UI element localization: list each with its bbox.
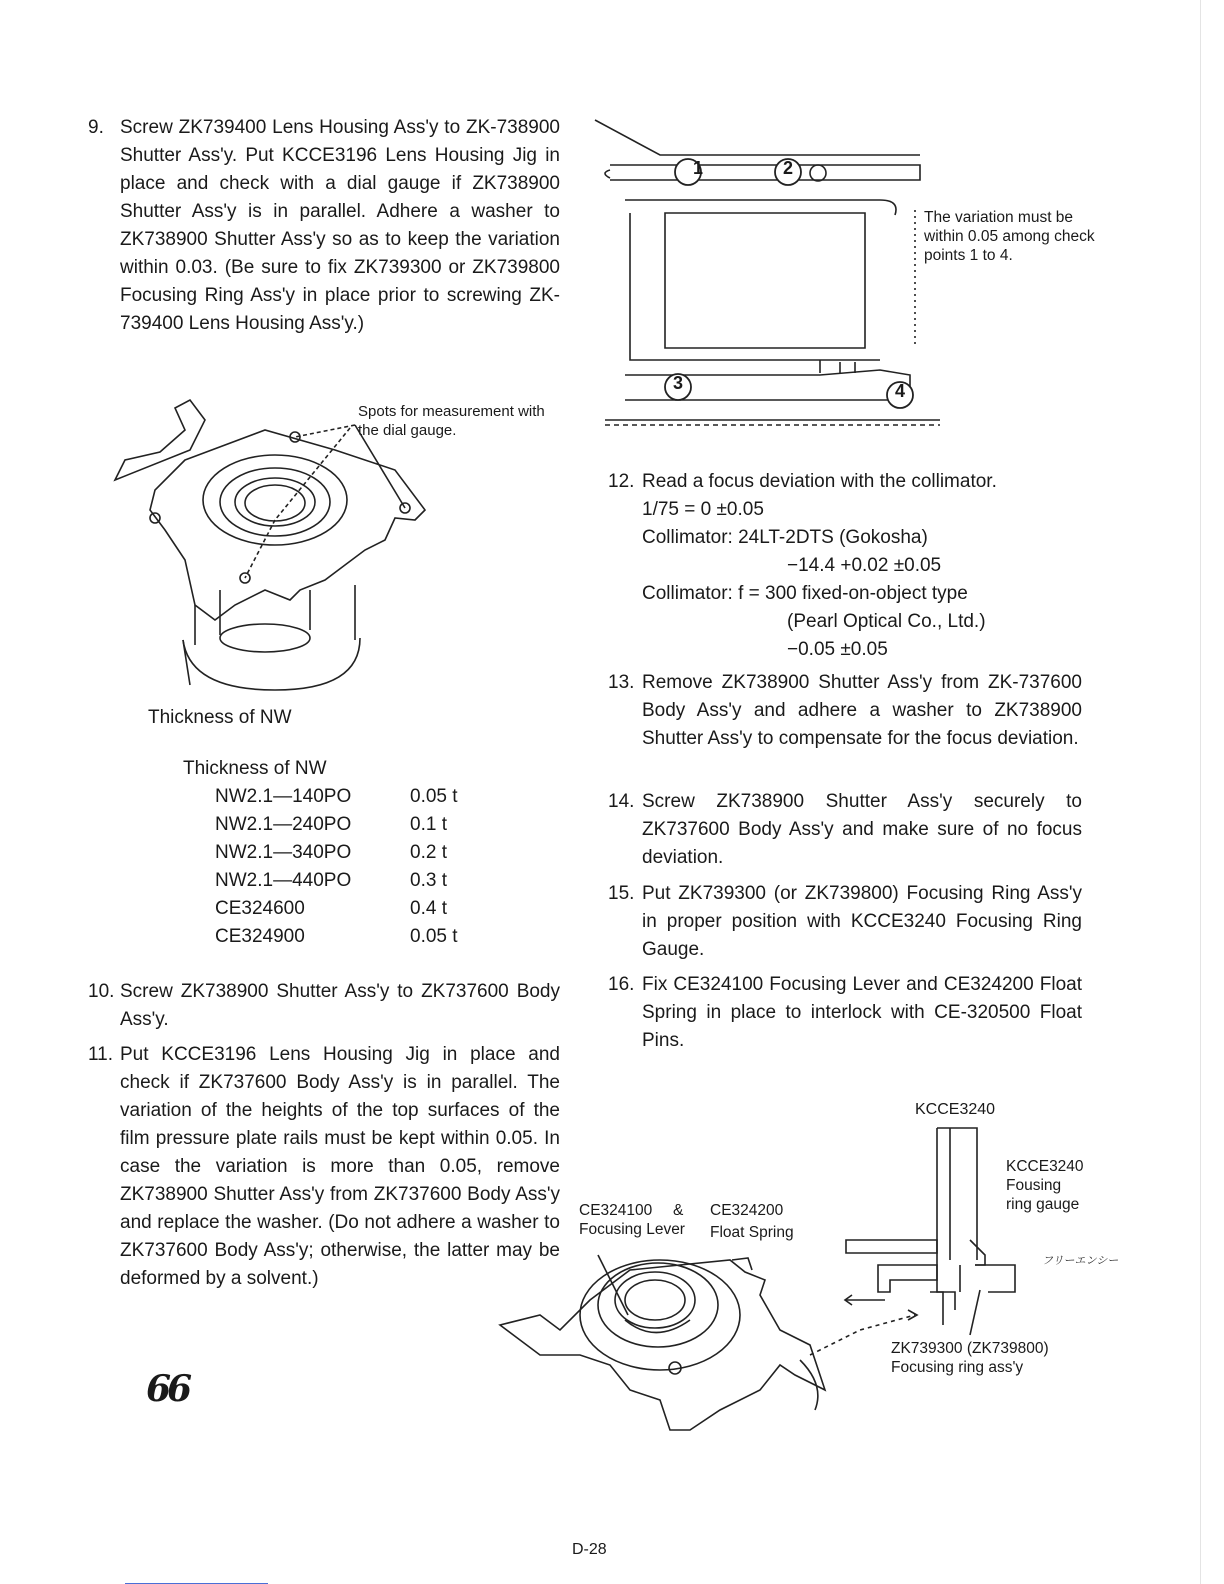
shutter-assembly-figure xyxy=(95,390,455,700)
step-12 xyxy=(608,468,1082,496)
spots-label: Spots for measurement with the dial gauge. xyxy=(358,403,545,439)
step-10 xyxy=(88,978,560,1034)
step-14 xyxy=(608,788,1082,872)
detail-line: 1/75 = 0 ±0.05 xyxy=(642,499,764,520)
value-cell: 0.4 t xyxy=(410,898,447,919)
part-cell: NW2.1—140PO xyxy=(215,786,352,807)
japanese-note: フリーエンシー xyxy=(1042,1255,1119,1267)
detail-line: Collimator: f = 300 fixed-on-object type xyxy=(642,583,968,604)
detail-line: −14.4 +0.02 ±0.05 xyxy=(787,555,942,576)
focusing-ring-gauge-figure xyxy=(480,1120,1040,1430)
step-number: 16. xyxy=(608,974,635,995)
ampersand: & xyxy=(673,1202,684,1219)
check-point-3-label: 3 xyxy=(672,373,683,393)
check-point-2-label: 2 xyxy=(782,158,793,178)
part-cell: CE324600 xyxy=(215,898,305,919)
table-row xyxy=(215,895,458,923)
gauge-code: KCCE3240 xyxy=(1006,1158,1084,1175)
spring-name: Float Spring xyxy=(710,1224,794,1241)
step-number: 10. xyxy=(88,981,115,1002)
step-text: Put ZK739300 (or ZK739800) Focusing Ring Ass'y in proper position with KCCE3240 Focusing Ring Gauge. xyxy=(642,883,1082,960)
handwritten-page-mark: 66 xyxy=(146,1368,189,1410)
gauge-name-2: ring gauge xyxy=(1006,1196,1080,1213)
step-number: 15. xyxy=(608,883,635,904)
step-text: Read a focus deviation with the collimator. xyxy=(642,471,997,492)
step-text: Remove ZK738900 Shutter Ass'y from ZK-737600 Body Ass'y and adhere a washer to ZK738900 Shutter Ass'y to compensate for the focus deviation. xyxy=(642,672,1082,749)
spring-code: CE324200 xyxy=(710,1202,784,1219)
value-cell: 0.1 t xyxy=(410,814,447,835)
ring-name: Focusing ring ass'y xyxy=(891,1359,1024,1376)
step-16 xyxy=(608,971,1082,1055)
detail-line: (Pearl Optical Co., Ltd.) xyxy=(787,611,986,632)
table-row xyxy=(215,923,458,951)
right-edge-rule xyxy=(1200,0,1201,1584)
lever-code: CE324100 xyxy=(579,1202,653,1219)
value-cell: 0.05 t xyxy=(410,926,458,947)
value-cell: 0.05 t xyxy=(410,786,458,807)
detail-line: −0.05 ±0.05 xyxy=(787,639,888,660)
part-cell: NW2.1—340PO xyxy=(215,842,352,863)
step-9 xyxy=(88,114,560,338)
check-point-1-label: 1 xyxy=(692,158,703,178)
step-number: 12. xyxy=(608,471,635,492)
step-text: Screw ZK738900 Shutter Ass'y to ZK737600 Body Ass'y. xyxy=(120,981,560,1030)
ring-code: ZK739300 (ZK739800) xyxy=(891,1340,1049,1357)
part-cell: NW2.1—240PO xyxy=(215,814,352,835)
table-heading: Thickness of NW xyxy=(183,758,327,779)
table-row xyxy=(215,811,458,839)
page-number: D-28 xyxy=(572,1541,607,1558)
step-15 xyxy=(608,880,1082,964)
step-text: Fix CE324100 Focusing Lever and CE324200 Float Spring in place to interlock with CE-320500 Float Pins. xyxy=(642,974,1082,1051)
table-row xyxy=(215,783,458,811)
step-number: 13. xyxy=(608,672,635,693)
lever-name: Focusing Lever xyxy=(579,1221,685,1238)
check-point-4-label: 4 xyxy=(894,381,905,401)
step-12-detail xyxy=(642,496,1082,664)
step-text: Put KCCE3196 Lens Housing Jig in place and check if ZK737600 Body Ass'y is in parallel. The variation of the heights of the top surfaces of the film pressure plate rails must be kept within 0.05. In case the variation is more than 0.05, remove ZK738900 Shutter Ass'y from ZK737600 Body Ass'y and replace the washer. (Do not adhere a washer to ZK737600 Body Ass'y; otherwise, the latter may be deformed by a solvent.) xyxy=(120,1044,560,1289)
thickness-caption: Thickness of NW xyxy=(148,707,292,728)
part-cell: CE324900 xyxy=(215,926,305,947)
step-text: Screw ZK739400 Lens Housing Ass'y to ZK-738900 Shutter Ass'y. Put KCCE3196 Lens Housing Jig in place and check with a dial gauge if ZK738900 Shutter Ass'y is in parallel. Adhere a washer to ZK738900 Shutter Ass'y so as to keep the variation within 0.03. (Be sure to fix ZK739300 or ZK739800 Focusing Ring Ass'y in place prior to screwing ZK-739400 Lens Housing Ass'y.) xyxy=(120,117,560,334)
gauge-top-label: KCCE3240 xyxy=(915,1101,996,1118)
variation-note: The variation must be within 0.05 among check points 1 to 4. xyxy=(924,209,1095,264)
table-row xyxy=(215,839,458,867)
step-13 xyxy=(608,669,1082,753)
table-row xyxy=(215,867,458,895)
part-cell: NW2.1—440PO xyxy=(215,870,352,891)
detail-line: Collimator: 24LT-2DTS (Gokosha) xyxy=(642,527,928,548)
step-number: 14. xyxy=(608,791,635,812)
step-text: Screw ZK738900 Shutter Ass'y securely to ZK737600 Body Ass'y and make sure of no focus deviation. xyxy=(642,791,1082,868)
gauge-name-1: Fousing xyxy=(1006,1177,1062,1194)
value-cell: 0.3 t xyxy=(410,870,447,891)
step-number: 9. xyxy=(88,117,104,138)
value-cell: 0.2 t xyxy=(410,842,447,863)
step-number: 11. xyxy=(88,1044,114,1065)
thickness-table xyxy=(183,755,458,951)
